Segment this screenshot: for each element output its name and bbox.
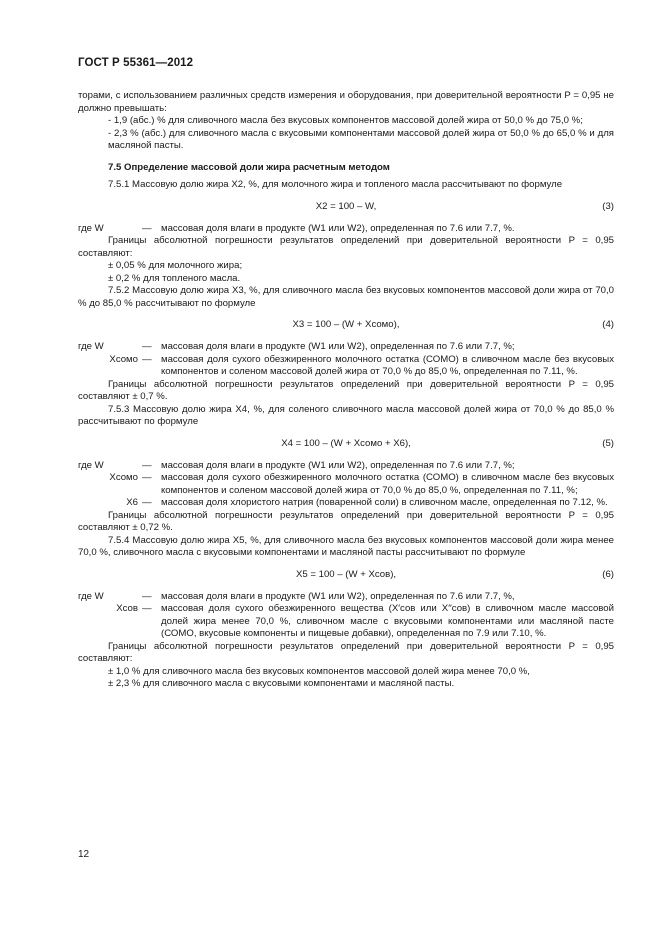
formula-text: X5 = 100 – (W + Xсов), bbox=[295, 568, 397, 580]
symbol-description: массовая доля влаги в продукте (W1 или W2), определенная по 7.6 или 7.7, %, bbox=[161, 590, 515, 602]
paragraph-7-5-4: 7.5.4 Массовую долю жира X5, %, для сливочного масла без вкусовых компонентов массовой доли жира менее 70,0 %, сливочного масла с вкусовыми компонентами и масляной пасты рассчитывают по формуле bbox=[78, 534, 614, 558]
bounds-paragraph: Границы абсолютной погрешности результатов определений при доверительной вероятности P = 0,95 составляют: bbox=[78, 640, 614, 664]
where-row bbox=[78, 341, 614, 354]
formula-number: (5) bbox=[602, 437, 614, 449]
formula-number: (6) bbox=[602, 568, 614, 580]
bounds-paragraph: Границы абсолютной погрешности результатов определений при доверительной вероятности P = 0,95 составляют ± 0,7 %. bbox=[78, 378, 614, 402]
section-heading: 7.5 Определение массовой доли жира расчетным методом bbox=[108, 161, 390, 173]
symbol: где W bbox=[78, 222, 104, 234]
formula-number: (4) bbox=[602, 319, 614, 330]
formula-number: (3) bbox=[602, 200, 614, 212]
where-row bbox=[78, 354, 614, 379]
bounds-paragraph: Границы абсолютной погрешности результатов определений при доверительной вероятности P = 0,95 составляют: bbox=[78, 235, 614, 259]
dash: — bbox=[142, 459, 152, 471]
symbol: Xсомо bbox=[109, 472, 138, 483]
where-row bbox=[78, 591, 614, 604]
symbol-description: массовая доля влаги в продукте (W1 или W2), определенная по 7.6 или 7.7, %; bbox=[161, 341, 515, 352]
symbol-description: массовая доля влаги в продукте (W1 или W2), определенная по 7.6 или 7.7, %. bbox=[161, 222, 515, 234]
intro-item: - 1,9 (абс.) % для сливочного масла без вкусовых компонентов массовой долей жира от 50,0 % до 75,0 %; bbox=[108, 115, 583, 126]
where-row bbox=[78, 223, 614, 236]
paragraph-7-5-3: 7.5.3 Массовую долю жира X4, %, для соленого сливочного масла массовой долей жира от 70,0 % до 85,0 % рассчитывают по формуле bbox=[78, 403, 614, 427]
symbol: X6 bbox=[126, 497, 138, 508]
formula-4 bbox=[78, 319, 614, 333]
formula-text: X2 = 100 – W, bbox=[315, 200, 377, 212]
formula-3 bbox=[78, 201, 614, 215]
symbol: Xсомо bbox=[109, 353, 138, 365]
bounds-item: ± 0,05 % для молочного жира; bbox=[108, 260, 243, 271]
formula-text: X3 = 100 – (W + Xсомо), bbox=[292, 319, 400, 330]
dash: — bbox=[142, 472, 152, 483]
bounds-item: ± 2,3 % для сливочного масла с вкусовыми компонентами и масляной пасты. bbox=[108, 678, 455, 689]
dash: — bbox=[142, 222, 152, 234]
dash: — bbox=[142, 590, 152, 602]
dash: — bbox=[142, 603, 152, 614]
document-body bbox=[78, 90, 614, 691]
bounds-item: ± 1,0 % для сливочного масла без вкусовых компонентов массовой долей жира менее 70,0 %, bbox=[108, 665, 530, 677]
dash: — bbox=[142, 353, 152, 365]
bounds-paragraph: Границы абсолютной погрешности результатов определений при доверительной вероятности P = 0,95 составляют ± 0,72 %. bbox=[78, 509, 614, 533]
document-header: ГОСТ Р 55361—2012 bbox=[78, 57, 194, 69]
symbol-description: массовая доля влаги в продукте (W1 или W2), определенная по 7.6 или 7.7, %; bbox=[161, 459, 515, 471]
symbol-description: массовая доля хлористого натрия (поваренной соли) в сливочном масле, определенная по 7.12, %. bbox=[161, 497, 608, 508]
bounds-item: ± 0,2 % для топленого масла. bbox=[108, 272, 241, 284]
where-row bbox=[78, 472, 614, 497]
dash: — bbox=[142, 341, 152, 352]
symbol: где W bbox=[78, 341, 104, 352]
formula-6 bbox=[78, 569, 614, 583]
intro-paragraph: торами, с использованием различных средств измерения и оборудования, при доверительной вероятности P = 0,95 не должно превышать: bbox=[78, 90, 614, 114]
where-row bbox=[78, 603, 614, 641]
symbol: где W bbox=[78, 459, 104, 471]
symbol: Xсов bbox=[116, 603, 138, 614]
dash: — bbox=[142, 497, 152, 508]
page-number: 12 bbox=[78, 849, 90, 860]
symbol: где W bbox=[78, 590, 104, 602]
paragraph-7-5-1: 7.5.1 Массовую долю жира X2, %, для молочного жира и топленого масла рассчитывают по формуле bbox=[108, 179, 563, 190]
symbol-description: массовая доля сухого обезжиренного молочного остатка (СОМО) в сливочном масле без вкусовых компонентов и соленом массовой долей жира от 70,0 % до 85,0 %, определенная по 7.11, %. bbox=[161, 353, 614, 377]
where-row bbox=[78, 497, 614, 510]
intro-item: - 2,3 % (абс.) для сливочного масла с вкусовыми компонентами массовой долей жира от 50,0 % до 65,0 % и для масляной пасты. bbox=[108, 127, 614, 151]
formula-text: X4 = 100 – (W + Xсомо + X6), bbox=[281, 437, 411, 449]
where-row bbox=[78, 460, 614, 473]
symbol-description: массовая доля сухого обезжиренного вещества (X′сов или X′′сов) в сливочном масле массовой долей жира менее 70,0 %, сливочном масле с вкусовыми компонентами или масляной пасте (СОМО, вкусовые компоненты и пищевые добавки), определенная по 7.9 или 7.10, %. bbox=[161, 603, 614, 639]
formula-5 bbox=[78, 438, 614, 452]
paragraph-7-5-2: 7.5.2 Массовую долю жира X3, %, для сливочного масла без вкусовых компонентов массовой доли жира от 70,0 % до 85,0 % рассчитывают по формуле bbox=[78, 285, 614, 309]
symbol-description: массовая доля сухого обезжиренного молочного остатка (СОМО) в сливочном масле без вкусовых компонентов и соленом массовой долей жира от 70,0 % до 85,0 %, определенная по 7.11, %; bbox=[161, 472, 614, 496]
